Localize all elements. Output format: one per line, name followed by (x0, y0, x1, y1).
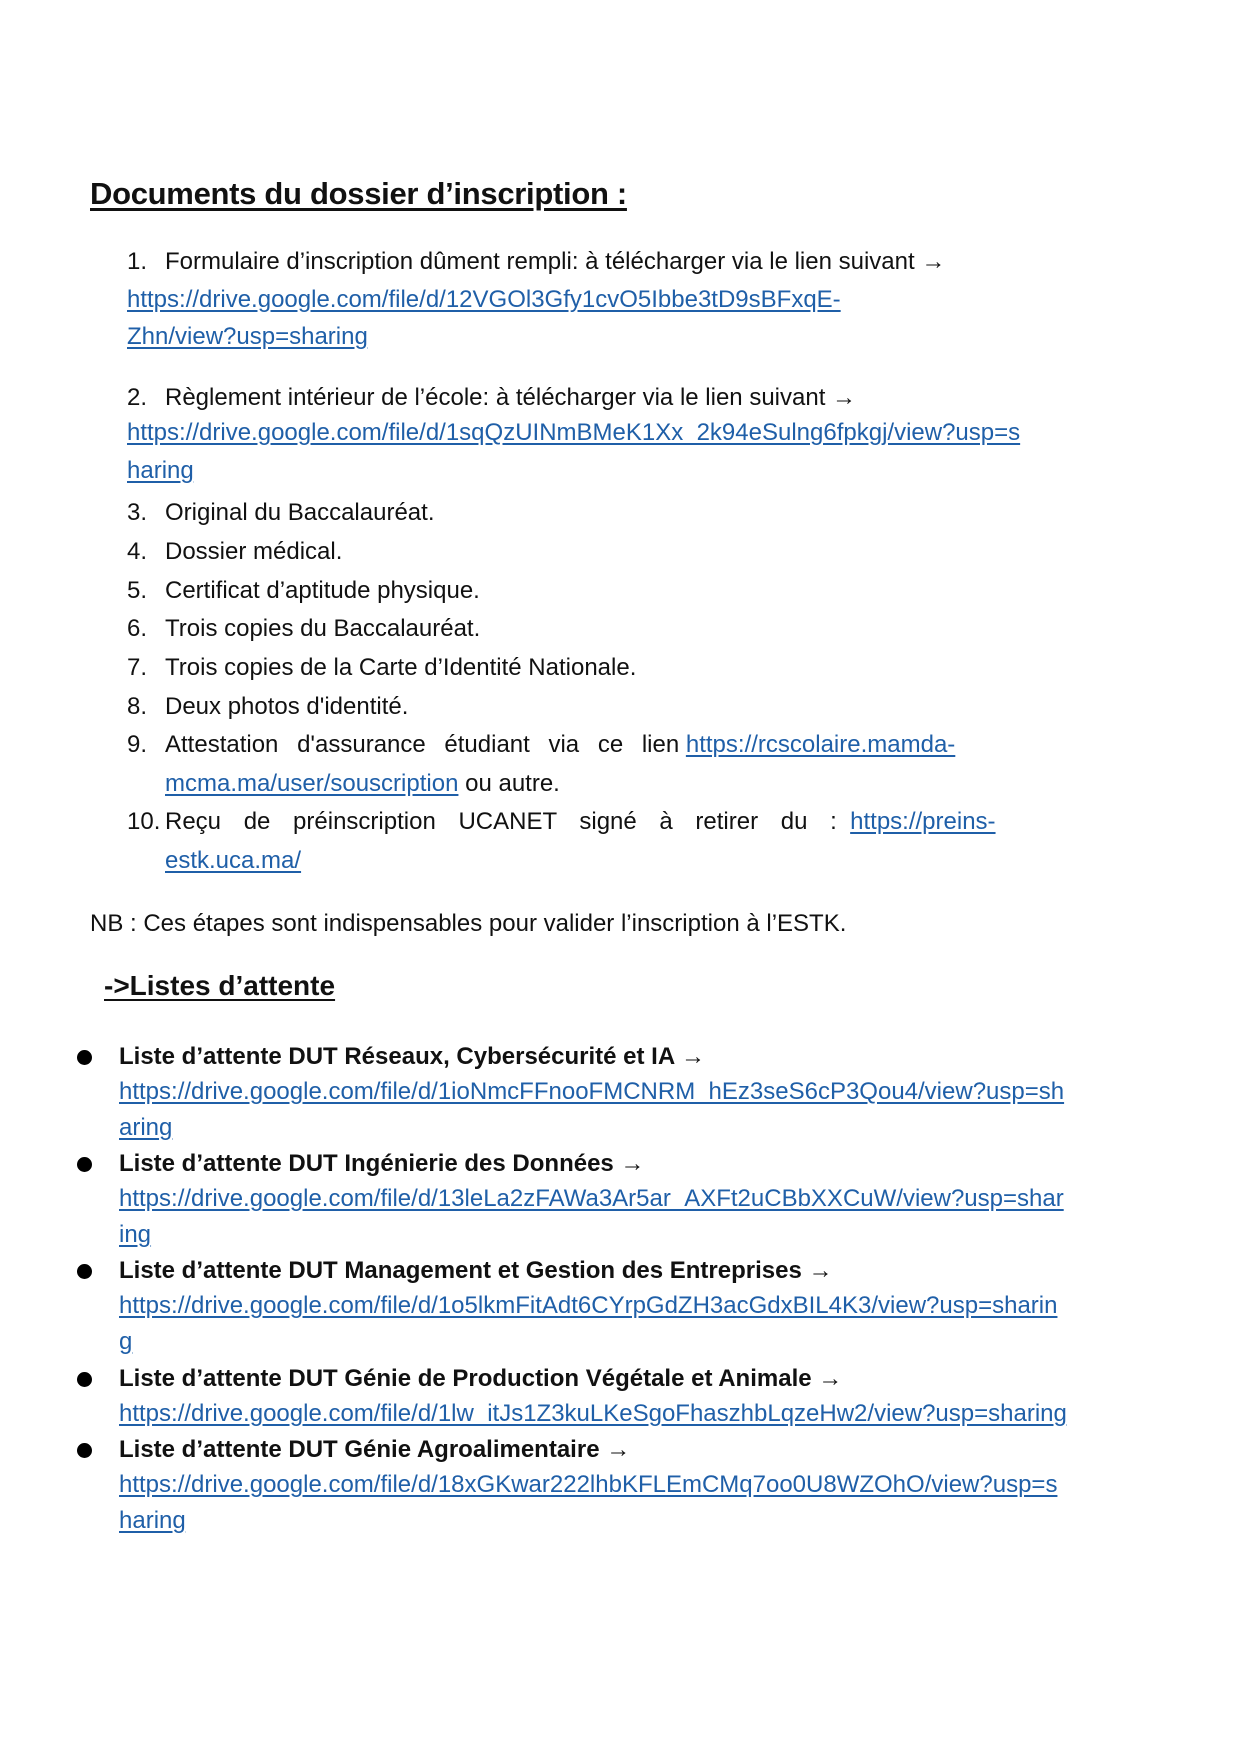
preinscription-link-line1[interactable]: https://preins- (850, 808, 996, 835)
form-link-line1[interactable]: https://drive.google.com/file/d/12VGOl3Gfy1cvO5Ibbe3tD9sBFxqE- (127, 286, 841, 313)
item-text: Règlement intérieur de l’école: à télécharger via le lien suivant → (165, 384, 857, 411)
waiting-lists-heading: ->Listes d’attente (104, 970, 336, 1001)
list-item-8 (127, 692, 408, 722)
item-text: Attestation d'assurance étudiant via ce lien (165, 731, 680, 758)
waiting-list-label-5: Liste d’attente DUT Génie Agroalimentaire → (119, 1436, 631, 1463)
bullet-icon (77, 1157, 92, 1172)
bullet-icon (77, 1372, 92, 1387)
rules-link-line2[interactable]: haring (127, 457, 194, 484)
item-suffix: ou autre. (465, 770, 560, 797)
item-text: Certificat d’aptitude physique. (165, 577, 480, 604)
list-item-4 (127, 537, 342, 567)
item-number: 2. (127, 384, 148, 411)
page-title: Documents du dossier d’inscription : (90, 176, 627, 211)
item-text: Reçu de préinscription UCANET signé à retirer du : (165, 808, 837, 835)
list-item-2 (127, 383, 856, 413)
list-item-6 (127, 614, 480, 644)
item-number: 9. (127, 731, 148, 758)
list-item-1 (127, 247, 945, 277)
item-text: Trois copies du Baccalauréat. (165, 615, 481, 642)
waiting-list-label-3: Liste d’attente DUT Management et Gestion des Entreprises → (119, 1257, 833, 1284)
list-item-3 (127, 498, 434, 528)
waiting-list-link-1a[interactable]: https://drive.google.com/file/d/1ioNmcFFnooFMCNRM_hEz3seS6cP3Qou4/view?usp=sh (119, 1078, 1065, 1105)
item-text: Original du Baccalauréat. (165, 499, 435, 526)
item-number: 3. (127, 499, 148, 526)
waiting-list-link-1b[interactable]: aring (119, 1114, 173, 1141)
item-number: 5. (127, 577, 148, 604)
list-item-9-cont (165, 769, 560, 799)
item-number: 4. (127, 538, 148, 565)
form-link-line2[interactable]: Zhn/view?usp=sharing (127, 323, 368, 350)
waiting-list-link-2a[interactable]: https://drive.google.com/file/d/13leLa2zFAWa3Ar5ar_AXFt2uCBbXXCuW/view?usp=shar (119, 1185, 1064, 1212)
item-text: Trois copies de la Carte d’Identité Nationale. (165, 654, 637, 681)
list-item-10-cont (165, 846, 301, 876)
item-number: 7. (127, 654, 148, 681)
bullet-icon (77, 1050, 92, 1065)
preinscription-link-line2[interactable]: estk.uca.ma/ (165, 847, 302, 874)
item-number: 8. (127, 693, 148, 720)
waiting-list-label-1: Liste d’attente DUT Réseaux, Cybersécurité et IA → (119, 1043, 705, 1070)
waiting-list-link-2b[interactable]: ing (119, 1221, 152, 1248)
item-number: 6. (127, 615, 148, 642)
waiting-list-label-2: Liste d’attente DUT Ingénierie des Données → (119, 1150, 645, 1177)
insurance-link-line2[interactable]: mcma.ma/user/souscription (165, 770, 459, 797)
waiting-list-link-5a[interactable]: https://drive.google.com/file/d/18xGKwar222lhbKFLEmCMq7oo0U8WZOhO/view?usp=s (119, 1471, 1058, 1498)
note-text: NB : Ces étapes sont indispensables pour valider l’inscription à l’ESTK. (90, 910, 847, 937)
waiting-list-link-5b[interactable]: haring (119, 1507, 186, 1534)
list-item-9 (127, 730, 955, 760)
item-number: 10. (127, 808, 161, 835)
bullet-icon (77, 1264, 92, 1279)
list-item-10 (127, 807, 996, 837)
list-item-5 (127, 576, 480, 606)
rules-link-line1[interactable]: https://drive.google.com/file/d/1sqQzUINmBMeK1Xx_2k94eSulng6fpkgj/view?usp=s (127, 419, 1021, 446)
item-text: Dossier médical. (165, 538, 343, 565)
waiting-list-link-3b[interactable]: g (119, 1328, 133, 1355)
insurance-link-line1[interactable]: https://rcscolaire.mamda- (685, 731, 956, 758)
item-number: 1. (127, 248, 148, 275)
bullet-icon (77, 1443, 92, 1458)
item-text: Formulaire d’inscription dûment rempli: à télécharger via le lien suivant → (165, 248, 946, 275)
list-item-7 (127, 653, 636, 683)
waiting-list-label-4: Liste d’attente DUT Génie de Production Végétale et Animale → (119, 1365, 843, 1392)
waiting-list-link-3a[interactable]: https://drive.google.com/file/d/1o5lkmFitAdt6CYrpGdZH3acGdxBIL4K3/view?usp=sharin (119, 1292, 1058, 1319)
waiting-list-link-4a[interactable]: https://drive.google.com/file/d/1lw_itJs1Z3kuLKeSgoFhaszhbLqzeHw2/view?usp=sharing (119, 1400, 1067, 1427)
item-text: Deux photos d'identité. (165, 693, 409, 720)
